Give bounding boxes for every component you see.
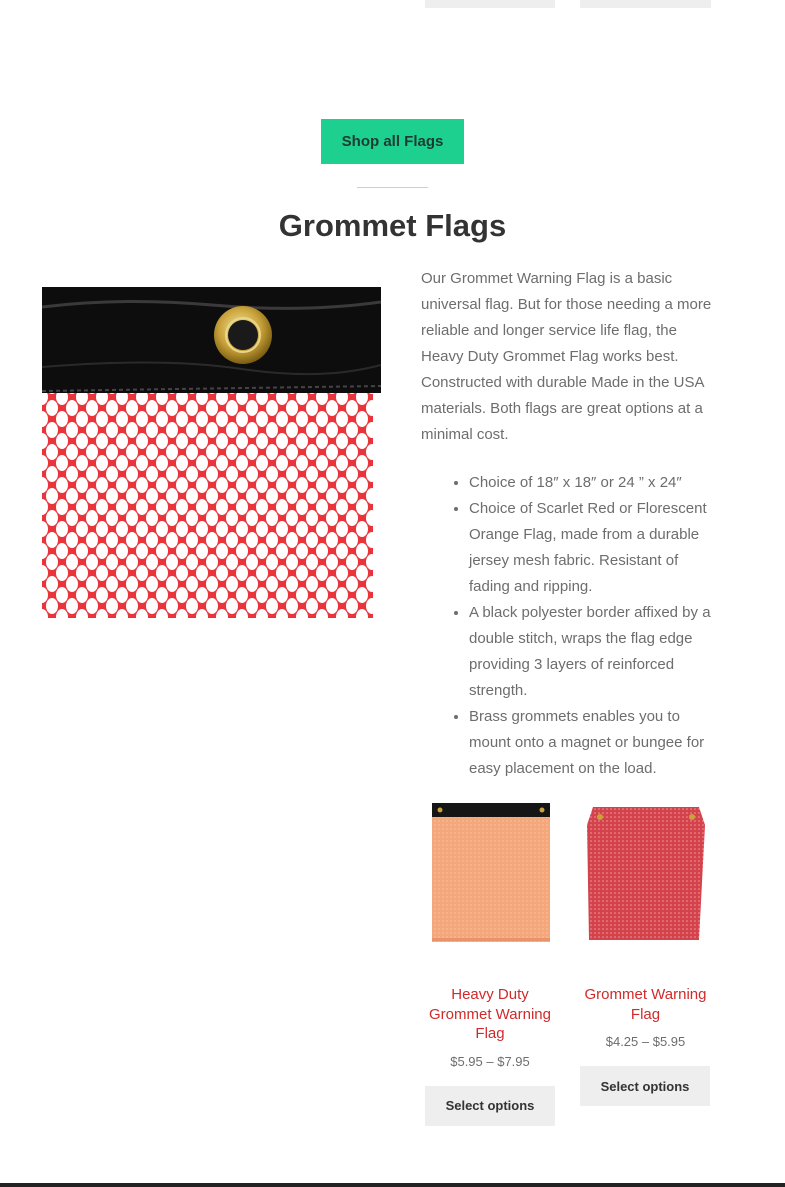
select-options-button[interactable]: Select options (425, 1086, 555, 1126)
product-price: $4.25 – $5.95 (605, 1034, 686, 1049)
previous-select-options-button[interactable] (580, 0, 711, 8)
previous-select-options-button[interactable] (425, 0, 555, 8)
section-title: Grommet Flags (278, 208, 507, 243)
feature-list (469, 470, 717, 782)
section-divider (357, 187, 428, 188)
footer-bar (0, 1183, 785, 1187)
feature-item: • A black polyester border affixed by a double stitch, wraps the flag edge providing 3 layers of reinforced strength. (469, 600, 717, 704)
section-intro: Our Grommet Warning Flag is a basic universal flag. But for those needing a more reliable and longer service life flag, the Heavy Duty Grommet Flag works best. Constructed with durable Made in the USA materials. Both flags are great options at a minimal cost. (421, 270, 712, 443)
product-card-grommet (580, 795, 711, 1106)
red-mesh-flag-image (42, 287, 381, 618)
product-name-link[interactable]: Grommet Warning Flag (584, 986, 707, 1023)
red-flag-image[interactable] (581, 795, 711, 950)
product-price: $5.95 – $7.95 (450, 1053, 530, 1069)
select-options-button[interactable]: Select options (580, 1066, 710, 1106)
feature-item: • Brass grommets enables you to mount onto a magnet or bungee for easy placement on the load. (469, 704, 717, 782)
shop-all-flags-button[interactable]: Shop all Flags (321, 119, 464, 164)
orange-flag-image[interactable] (425, 795, 555, 950)
product-name-link[interactable]: Heavy Duty Grommet Warning Flag (429, 986, 551, 1042)
feature-item: • Choice of 18″ x 18″ or 24 ” x 24″ (469, 470, 717, 496)
feature-item: • Choice of Scarlet Red or Florescent Orange Flag, made from a durable jersey mesh fabric. Resistant of fading and ripping. (469, 496, 717, 600)
product-card-heavy-duty (425, 795, 555, 1126)
